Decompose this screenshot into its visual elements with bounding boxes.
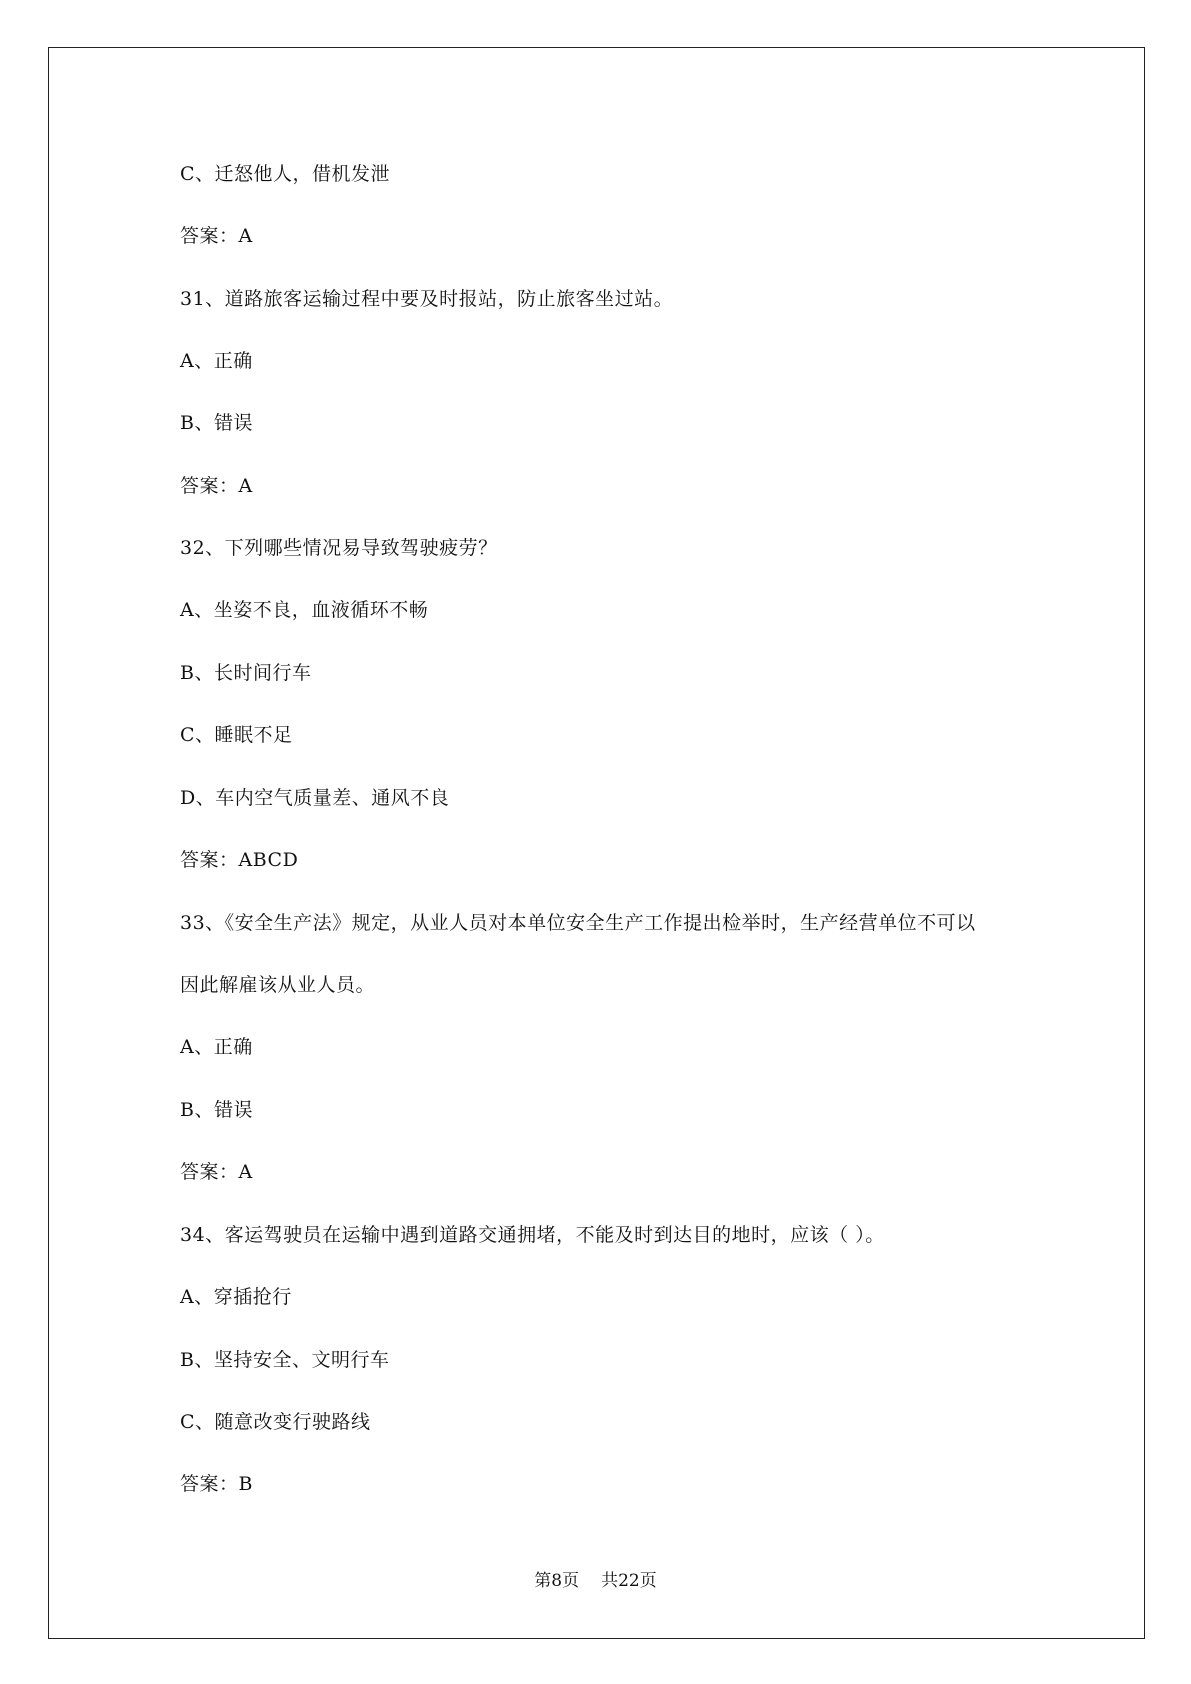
option-text: A、正确 [180,1036,253,1058]
option-text: B、坚持安全、文明行车 [180,1349,390,1371]
option-text: D、车内空气质量差、通风不良 [180,787,450,809]
answer-text: 答案：A [180,475,253,497]
question-31: 31、道路旅客运输过程中要及时报站，防止旅客坐过站。 [180,288,674,310]
answer-text: 答案：A [180,1161,253,1183]
option-text: C、迁怒他人，借机发泄 [180,163,391,185]
question-33-continued: 因此解雇该从业人员。 [180,974,376,996]
answer-text: 答案：ABCD [180,849,299,871]
option-text: B、错误 [180,1099,253,1121]
option-text: A、穿插抢行 [180,1286,292,1308]
option-text: C、随意改变行驶路线 [180,1411,371,1433]
page-footer [0,1570,1191,1592]
option-text: A、正确 [180,350,253,372]
question-34: 34、客运驾驶员在运输中遇到道路交通拥堵，不能及时到达目的地时，应该（ ）。 [180,1224,885,1246]
answer-text: 答案：A [180,225,253,247]
page-number: 第8页 [534,1571,580,1591]
question-32: 32、下列哪些情况易导致驾驶疲劳？ [180,537,498,559]
option-text: B、长时间行车 [180,662,312,684]
page-total: 共22页 [601,1571,657,1591]
option-text: B、错误 [180,412,253,434]
option-text: A、坐姿不良，血液循环不畅 [180,599,429,621]
answer-text: 答案：B [180,1473,253,1495]
option-text: C、睡眠不足 [180,724,293,746]
page-border [48,47,1145,1639]
question-33: 33、《安全生产法》规定，从业人员对本单位安全生产工作提出检举时，生产经营单位不可以 [180,912,976,934]
